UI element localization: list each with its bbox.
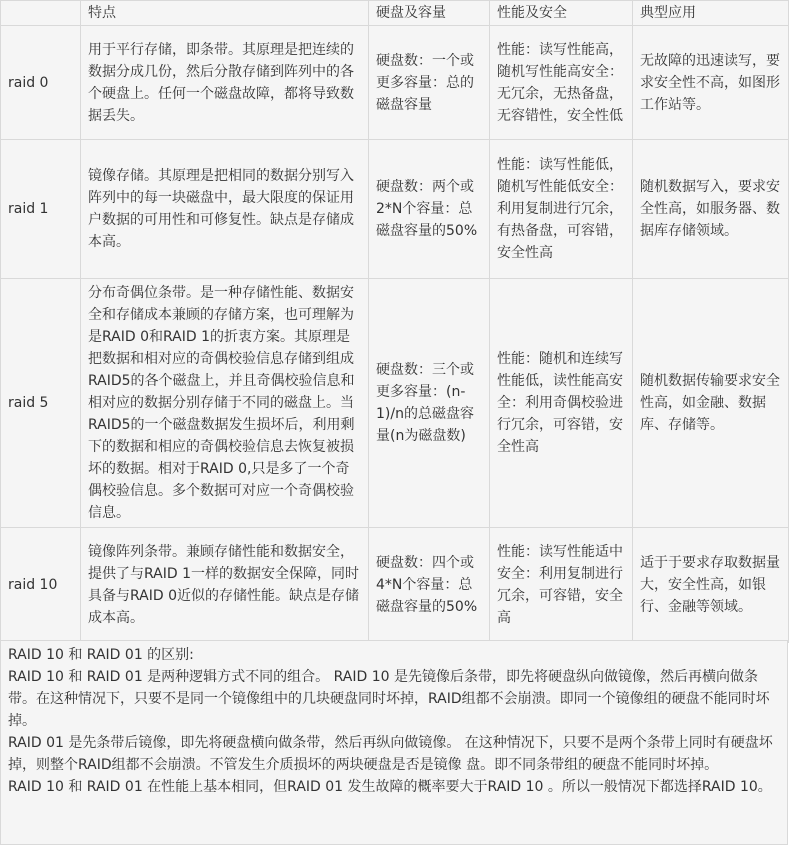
raid-feature: 镜像存储。其原理是把相同的数据分别写入阵列中的每一块磁盘中，最大限度的保证用户数据的可用性和可修复性。缺点是存储成本高。 xyxy=(81,140,369,279)
header-cell-empty xyxy=(1,1,81,26)
notes-paragraph-raid01: RAID 01 是先条带后镜像，即先将硬盘横向做条带，然后再纵向做镜像。 在这种情况下，只要不是两个条带上同时有硬盘坏掉，则整个RAID组都不会崩溃。不管发生介质损坏的两块硬盘是否是镜像 盘。即不同条带组的硬盘不能同时坏掉。 xyxy=(8,735,773,773)
raid-feature: 分布奇偶位条带。是一种存储性能、数据安全和存储成本兼顾的存储方案，也可理解为是RAID 0和RAID 1的折衷方案。其原理是把数据和相对应的奇偶校验信息存储到组成RAID5的各个磁盘上，并且奇偶校验信息和相对应的数据分别存储于不同的磁盘上。当RAID5的一个磁盘数据发生损坏后，利用剩下的数据和相应的奇偶校验信息去恢复被损坏的数据。相对于RAID 0,只是多了一个奇偶校验信息。多个数据可对应一个奇偶校验信息。 xyxy=(81,279,369,528)
notes-paragraph-conclusion: RAID 10 和 RAID 01 在性能上基本相同，但RAID 01 发生故障的概率要大于RAID 10 。所以一般情况下都选择RAID 10。 xyxy=(8,779,772,795)
table-row-raid10 xyxy=(1,528,789,643)
table-row-raid5 xyxy=(1,279,789,528)
raid-performance-security: 性能：读写性能低，随机写性能低安全：利用复制进行冗余，有热备盘，可容错，安全性高 xyxy=(490,140,633,279)
raid-level-name: raid 10 xyxy=(1,528,81,643)
raid-feature: 镜像阵列条带。兼顾存储性能和数据安全，提供了与RAID 1一样的数据安全保障，同时具备与RAID 0近似的存储性能。缺点是存储成本高。 xyxy=(81,528,369,643)
notes-paragraph-raid10: RAID 10 和 RAID 01 是两种逻辑方式不同的组合。 RAID 10 是先镜像后条带，即先将硬盘纵向做镜像，然后再横向做条带。在这种情况下，只要不是同一个镜像组中的几块硬盘同时坏掉，RAID组都不会崩溃。即同一个镜像组的硬盘不能同时坏掉。 xyxy=(8,669,770,729)
table-header-row xyxy=(1,1,789,26)
table-row-raid1 xyxy=(1,140,789,279)
header-performance-security: 性能及安全 xyxy=(490,1,633,26)
raid10-vs-raid01-notes xyxy=(0,640,788,845)
raid-performance-security: 性能：读写性能适中安全：利用复制进行冗余，可容错，安全高 xyxy=(490,528,633,643)
raid-application: 适于于要求存取数据量大，安全性高，如银行、金融等领域。 xyxy=(633,528,789,643)
raid-application: 无故障的迅速读写，要求安全性不高，如图形工作站等。 xyxy=(633,26,789,140)
raid-performance-security: 性能：随机和连续写性能低，读性能高安全：利用奇偶校验进行冗余，可容错，安全性高 xyxy=(490,279,633,528)
header-feature: 特点 xyxy=(81,1,369,26)
raid-application: 随机数据传输要求安全性高，如金融、数据库、存储等。 xyxy=(633,279,789,528)
raid-feature: 用于平行存储，即条带。其原理是把连续的数据分成几份，然后分散存储到阵列中的各个硬盘上。任何一个磁盘故障，都将导致数据丢失。 xyxy=(81,26,369,140)
raid-level-name: raid 0 xyxy=(1,26,81,140)
raid-disks-capacity: 硬盘数：一个或更多容量：总的磁盘容量 xyxy=(369,26,490,140)
raid-level-name: raid 1 xyxy=(1,140,81,279)
raid-performance-security: 性能：读写性能高，随机写性能高安全：无冗余，无热备盘，无容错性，安全性低 xyxy=(490,26,633,140)
raid-disks-capacity: 硬盘数：三个或更多容量：(n-1)/n的总磁盘容量(n为磁盘数) xyxy=(369,279,490,528)
header-disks-capacity: 硬盘及容量 xyxy=(369,1,490,26)
raid-application: 随机数据写入，要求安全性高，如服务器、数据库存储领域。 xyxy=(633,140,789,279)
notes-heading: RAID 10 和 RAID 01 的区别: xyxy=(8,647,194,663)
header-typical-application: 典型应用 xyxy=(633,1,789,26)
table-row-raid0 xyxy=(1,26,789,140)
raid-disks-capacity: 硬盘数：两个或2*N个容量：总磁盘容量的50% xyxy=(369,140,490,279)
raid-disks-capacity: 硬盘数：四个或4*N个容量：总磁盘容量的50% xyxy=(369,528,490,643)
raid-level-name: raid 5 xyxy=(1,279,81,528)
